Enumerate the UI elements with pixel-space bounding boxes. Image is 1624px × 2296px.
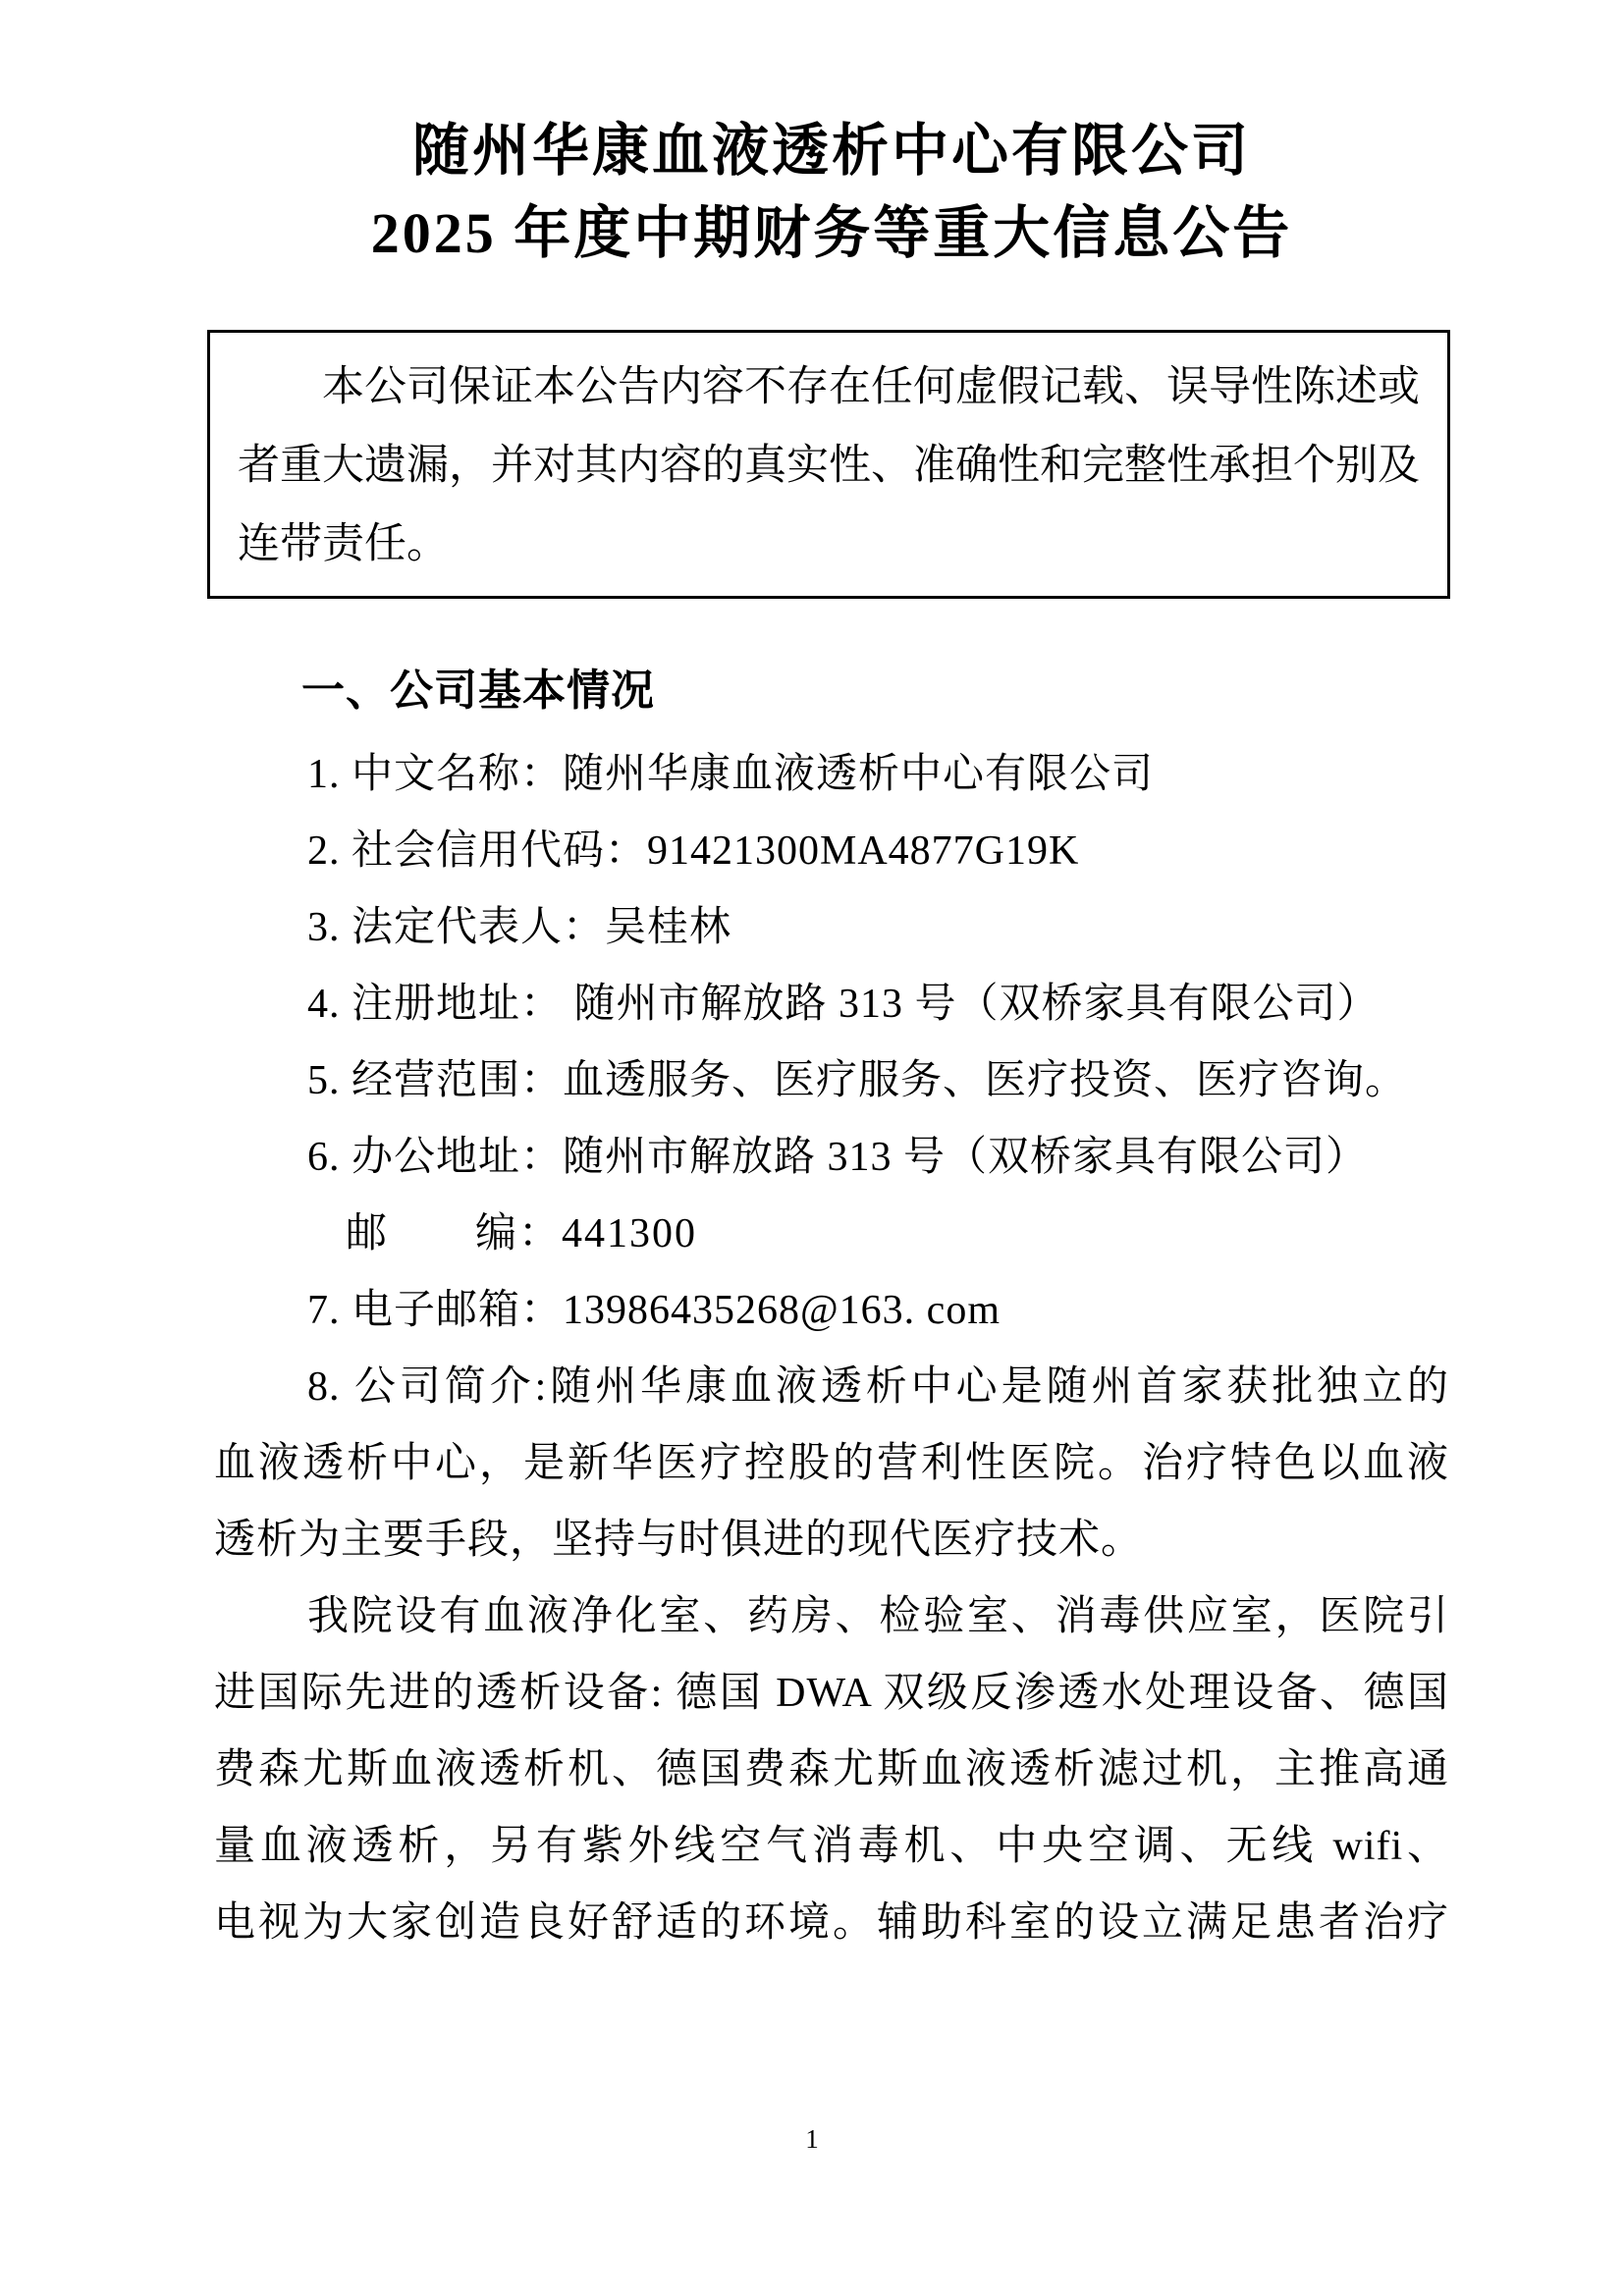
paragraph-line: 我院设有血液净化室、药房、检验室、消毒供应室，医院引 (307, 1594, 1449, 1639)
paragraph-company-profile (214, 1349, 1449, 1578)
paragraph-line: 进国际先进的透析设备: 德国 DWA 双级反渗透水处理设备、德国 (214, 1671, 1449, 1716)
page-number: 1 (805, 2124, 819, 2154)
paragraph-line: 透析为主要手段，坚持与时俱进的现代医疗技术。 (214, 1518, 1144, 1563)
paragraph-line: 8. 公司简介:随州华康血液透析中心是随州首家获批独立的 (307, 1364, 1449, 1410)
title-line-2: 2025 年度中期财务等重大信息公告 (370, 201, 1293, 265)
paragraph-line: 量血液透析，另有紫外线空气消毒机、中央空调、无线 wifi、 (214, 1824, 1449, 1869)
title-line-1: 随州华康血液透析中心有限公司 (411, 119, 1251, 183)
document-title (214, 0, 1449, 275)
list-item-3: 3. 法定代表人：吴桂林 (307, 905, 732, 950)
section-heading: 一、公司基本情况 (301, 667, 655, 715)
paragraph-facilities (214, 1578, 1449, 1961)
disclaimer-line: 者重大遗漏，并对其内容的真实性、准确性和完整性承担个别及 (238, 443, 1420, 489)
list-item-7: 7. 电子邮箱：13986435268@163. com (307, 1288, 1001, 1333)
section-body (214, 736, 1449, 1961)
disclaimer-line: 连带责任。 (238, 521, 449, 567)
list-item-2: 2. 社会信用代码：91421300MA4877G19K (307, 828, 1080, 874)
list-item-1: 1. 中文名称：随州华康血液透析中心有限公司 (307, 752, 1155, 797)
paragraph-line: 电视为大家创造良好舒适的环境。辅助科室的设立满足患者治疗 (214, 1900, 1449, 1946)
postcode-line: 邮 编：441300 (346, 1211, 698, 1256)
paragraph-line: 血液透析中心，是新华医疗控股的营利性医院。治疗特色以血液 (214, 1441, 1449, 1486)
list-item-4: 4. 注册地址： 随州市解放路 313 号（双桥家具有限公司） (307, 982, 1380, 1027)
paragraph-line: 费森尤斯血液透析机、德国费森尤斯血液透析滤过机，主推高通 (214, 1747, 1449, 1792)
list-item-5: 5. 经营范围：血透服务、医疗服务、医疗投资、医疗咨询。 (307, 1058, 1408, 1103)
disclaimer-box (207, 330, 1450, 599)
list-item-6: 6. 办公地址：随州市解放路 313 号（双桥家具有限公司） (307, 1135, 1369, 1180)
disclaimer-line: 本公司保证本公告内容不存在任何虚假记载、误导性陈述或 (322, 364, 1420, 410)
